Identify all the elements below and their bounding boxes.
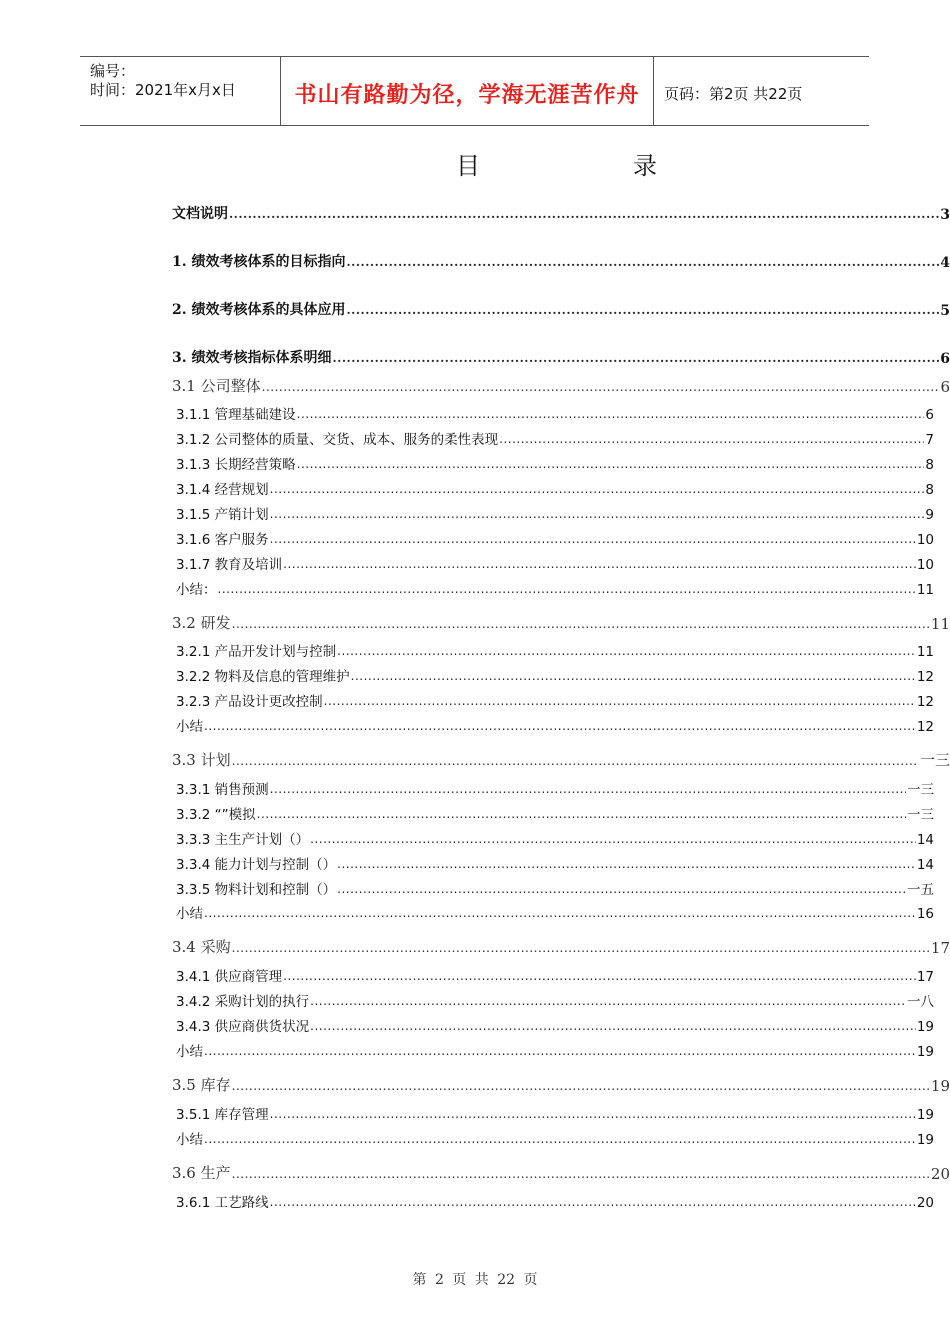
toc-leader-dots: [351, 669, 916, 685]
toc-leader-dots: [297, 457, 925, 473]
toc-entry-title: 3.4 采购: [172, 938, 231, 956]
toc-title-right: 录: [633, 152, 657, 180]
toc-entry-title: 小结: [176, 906, 203, 922]
toc-entry[interactable]: [176, 578, 934, 598]
toc-entry-title: 3.4.3 供应商供货状况: [176, 1019, 310, 1035]
toc-entry-page: 14: [916, 832, 934, 848]
toc-entry-title: 3.2.1 产品开发计划与控制: [176, 644, 337, 660]
toc-entry[interactable]: [176, 828, 934, 848]
toc-title-left: 目: [456, 152, 480, 180]
toc-entry[interactable]: [176, 1128, 934, 1148]
toc-leader-dots: [257, 807, 906, 823]
toc-entry-page: 10: [916, 532, 934, 548]
toc-entry-page: 一三: [919, 751, 950, 769]
toc-entry-title: 3.4.1 供应商管理: [176, 969, 283, 985]
toc-entry[interactable]: [176, 853, 934, 873]
toc-leader-dots: [333, 351, 940, 367]
toc-entry[interactable]: [176, 878, 934, 898]
toc-entry-title: 3.5.1 库存管理: [176, 1107, 269, 1123]
toc-entry-page: 8: [925, 482, 934, 498]
toc-leader-dots: [337, 857, 916, 873]
toc-entry[interactable]: [172, 613, 950, 633]
toc-entry[interactable]: [176, 553, 934, 573]
toc-entry-title: 3.4.2 采购计划的执行: [176, 994, 310, 1010]
toc-entry[interactable]: [176, 665, 934, 685]
toc-entry-title: 3.3.3 主生产计划（）: [176, 832, 310, 848]
document-time-label: 时间：2021年x月x日: [90, 81, 236, 99]
toc-entry-page: 5: [940, 303, 950, 319]
toc-entry-page: 19: [916, 1107, 934, 1123]
toc-entry-page: 11: [916, 644, 934, 660]
toc-entry-page: 6: [940, 351, 950, 367]
toc-entry-page: 7: [925, 432, 934, 448]
toc-entry-title: 3.1 公司整体: [172, 377, 261, 395]
toc-entry-page: 19: [916, 1132, 934, 1148]
motto-text: 书山有路勤为径，学海无涯苦作舟: [294, 82, 640, 108]
toc-leader-dots: [270, 507, 925, 523]
toc-entry-page: 20: [930, 1165, 950, 1183]
toc-entry-title: 小结：: [176, 582, 217, 598]
toc-entry-page: 14: [916, 857, 934, 873]
toc-entry[interactable]: [172, 1075, 950, 1095]
toc-entry-title: 3.1.4 经营规划: [176, 482, 269, 498]
toc-entry[interactable]: [172, 251, 950, 271]
toc-entry-title: 3.6.1 工艺路线: [176, 1195, 269, 1211]
toc-entry-title: 3.3.1 销售预测: [176, 782, 269, 798]
toc-entry-page: 11: [916, 582, 934, 598]
toc-entry-title: 3.6 生产: [172, 1164, 231, 1182]
toc-entry-page: 20: [916, 1195, 934, 1211]
toc-entry-title: 3. 绩效考核指标体系明细: [172, 350, 332, 366]
toc-entry[interactable]: [172, 937, 950, 957]
toc-leader-dots: [283, 969, 916, 985]
toc-leader-dots: [270, 532, 916, 548]
toc-entry[interactable]: [176, 640, 934, 660]
toc-entry-page: 6: [925, 407, 934, 423]
toc-leader-dots: [297, 407, 925, 423]
toc-entry-title: 3.3.4 能力计划与控制（）: [176, 857, 337, 873]
toc-entry[interactable]: [176, 1191, 934, 1211]
toc-leader-dots: [347, 303, 940, 319]
toc-entry[interactable]: [176, 965, 934, 985]
toc-leader-dots: [310, 994, 906, 1010]
toc-entry-page: 一三: [907, 782, 934, 798]
toc-leader-dots: [270, 1107, 916, 1123]
toc-leader-dots: [310, 1019, 916, 1035]
toc-entry-page: 17: [916, 969, 934, 985]
toc-entry[interactable]: [176, 428, 934, 448]
toc-entry-title: 3.3.5 物料计划和控制（）: [176, 882, 337, 898]
page-info: 页码：第2页 共22页: [664, 85, 803, 103]
toc-entry[interactable]: [176, 803, 934, 823]
toc-entry-title: 2. 绩效考核体系的具体应用: [172, 302, 346, 318]
toc-entry-page: 一八: [907, 994, 934, 1010]
toc-entry-title: 3.1.5 产销计划: [176, 507, 269, 523]
toc-entry[interactable]: [172, 750, 950, 770]
toc-entry-title: 小结: [176, 719, 203, 735]
toc-entry[interactable]: [176, 528, 934, 548]
toc-entry[interactable]: [172, 203, 950, 223]
toc-entry[interactable]: [176, 990, 934, 1010]
toc-entry-title: 3.3.2 “”模拟: [176, 807, 256, 823]
toc-entry[interactable]: [176, 1103, 934, 1123]
toc-leader-dots: [232, 754, 919, 770]
toc-entry-title: 1. 绩效考核体系的目标指向: [172, 254, 346, 270]
toc-leader-dots: [347, 255, 940, 271]
toc-entry[interactable]: [176, 690, 934, 710]
toc-entry-page: 12: [916, 719, 934, 735]
toc-entry-title: 3.2.3 产品设计更改控制: [176, 694, 323, 710]
toc-entry-page: 17: [930, 939, 950, 957]
toc-entry[interactable]: [176, 902, 934, 922]
toc-leader-dots: [204, 1132, 916, 1148]
toc-leader-dots: [218, 582, 916, 598]
toc-entry-page: 一五: [907, 882, 934, 898]
toc-entry-title: 文档说明: [172, 206, 228, 222]
toc-entry[interactable]: [176, 503, 934, 523]
toc-entry-page: 16: [916, 906, 934, 922]
toc-leader-dots: [324, 694, 916, 710]
toc-entry[interactable]: [172, 1163, 950, 1183]
toc-entry-page: 3: [940, 207, 950, 223]
toc-entry-page: 8: [925, 457, 934, 473]
toc-entry-title: 3.3 计划: [172, 751, 231, 769]
toc-entry[interactable]: [176, 453, 934, 473]
toc-entry-page: 9: [925, 507, 934, 523]
toc-leader-dots: [204, 719, 916, 735]
toc-leader-dots: [310, 832, 916, 848]
toc-leader-dots: [232, 941, 930, 957]
toc-entry[interactable]: [172, 376, 950, 396]
toc-leader-dots: [337, 644, 916, 660]
toc-entry-page: 一三: [907, 807, 934, 823]
toc-leader-dots: [232, 1079, 930, 1095]
toc-leader-dots: [204, 1044, 916, 1060]
toc-entry[interactable]: [176, 403, 934, 423]
toc-entry-title: 3.2 研发: [172, 614, 231, 632]
toc-entry[interactable]: [172, 347, 950, 367]
toc-entry-title: 3.2.2 物料及信息的管理维护: [176, 669, 350, 685]
toc-entry-page: 19: [916, 1044, 934, 1060]
toc-leader-dots: [499, 432, 924, 448]
toc-entry-page: 12: [916, 669, 934, 685]
toc-entry[interactable]: [176, 1040, 934, 1060]
toc-leader-dots: [262, 380, 940, 396]
toc-entry-page: 10: [916, 557, 934, 573]
toc-entry-page: 19: [916, 1019, 934, 1035]
toc-entry-title: 3.1.6 客户服务: [176, 532, 269, 548]
toc-entry[interactable]: [176, 715, 934, 735]
toc-entry-page: 4: [940, 255, 950, 271]
toc-leader-dots: [337, 882, 906, 898]
toc-leader-dots: [270, 482, 925, 498]
toc-leader-dots: [270, 782, 906, 798]
toc-leader-dots: [229, 207, 939, 223]
toc-entry-title: 3.1.1 管理基础建设: [176, 407, 296, 423]
toc-entry[interactable]: [176, 1015, 934, 1035]
document-number-label: 编号：: [90, 62, 136, 80]
toc-leader-dots: [232, 617, 930, 633]
toc-entry-title: 3.1.7 教育及培训: [176, 557, 283, 573]
toc-entry-title: 小结: [176, 1044, 203, 1060]
toc-entry-title: 3.5 库存: [172, 1076, 231, 1094]
toc-entry-page: 6: [940, 378, 950, 396]
toc-entry-title: 3.1.2 公司整体的质量、交货、成本、服务的柔性表现: [176, 432, 499, 448]
toc-entry-page: 12: [916, 694, 934, 710]
toc-entry[interactable]: [176, 778, 934, 798]
page-footer: 第 2 页 共 22 页: [412, 1272, 538, 1288]
toc-entry-page: 11: [930, 615, 950, 633]
toc-entry[interactable]: [172, 299, 950, 319]
toc-entry-title: 小结: [176, 1132, 203, 1148]
toc-leader-dots: [270, 1195, 916, 1211]
toc-leader-dots: [283, 557, 916, 573]
toc-entry-title: 3.1.3 长期经营策略: [176, 457, 296, 473]
toc-leader-dots: [232, 1167, 930, 1183]
toc-entry[interactable]: [176, 478, 934, 498]
toc-leader-dots: [204, 906, 916, 922]
toc-entry-page: 19: [930, 1077, 950, 1095]
